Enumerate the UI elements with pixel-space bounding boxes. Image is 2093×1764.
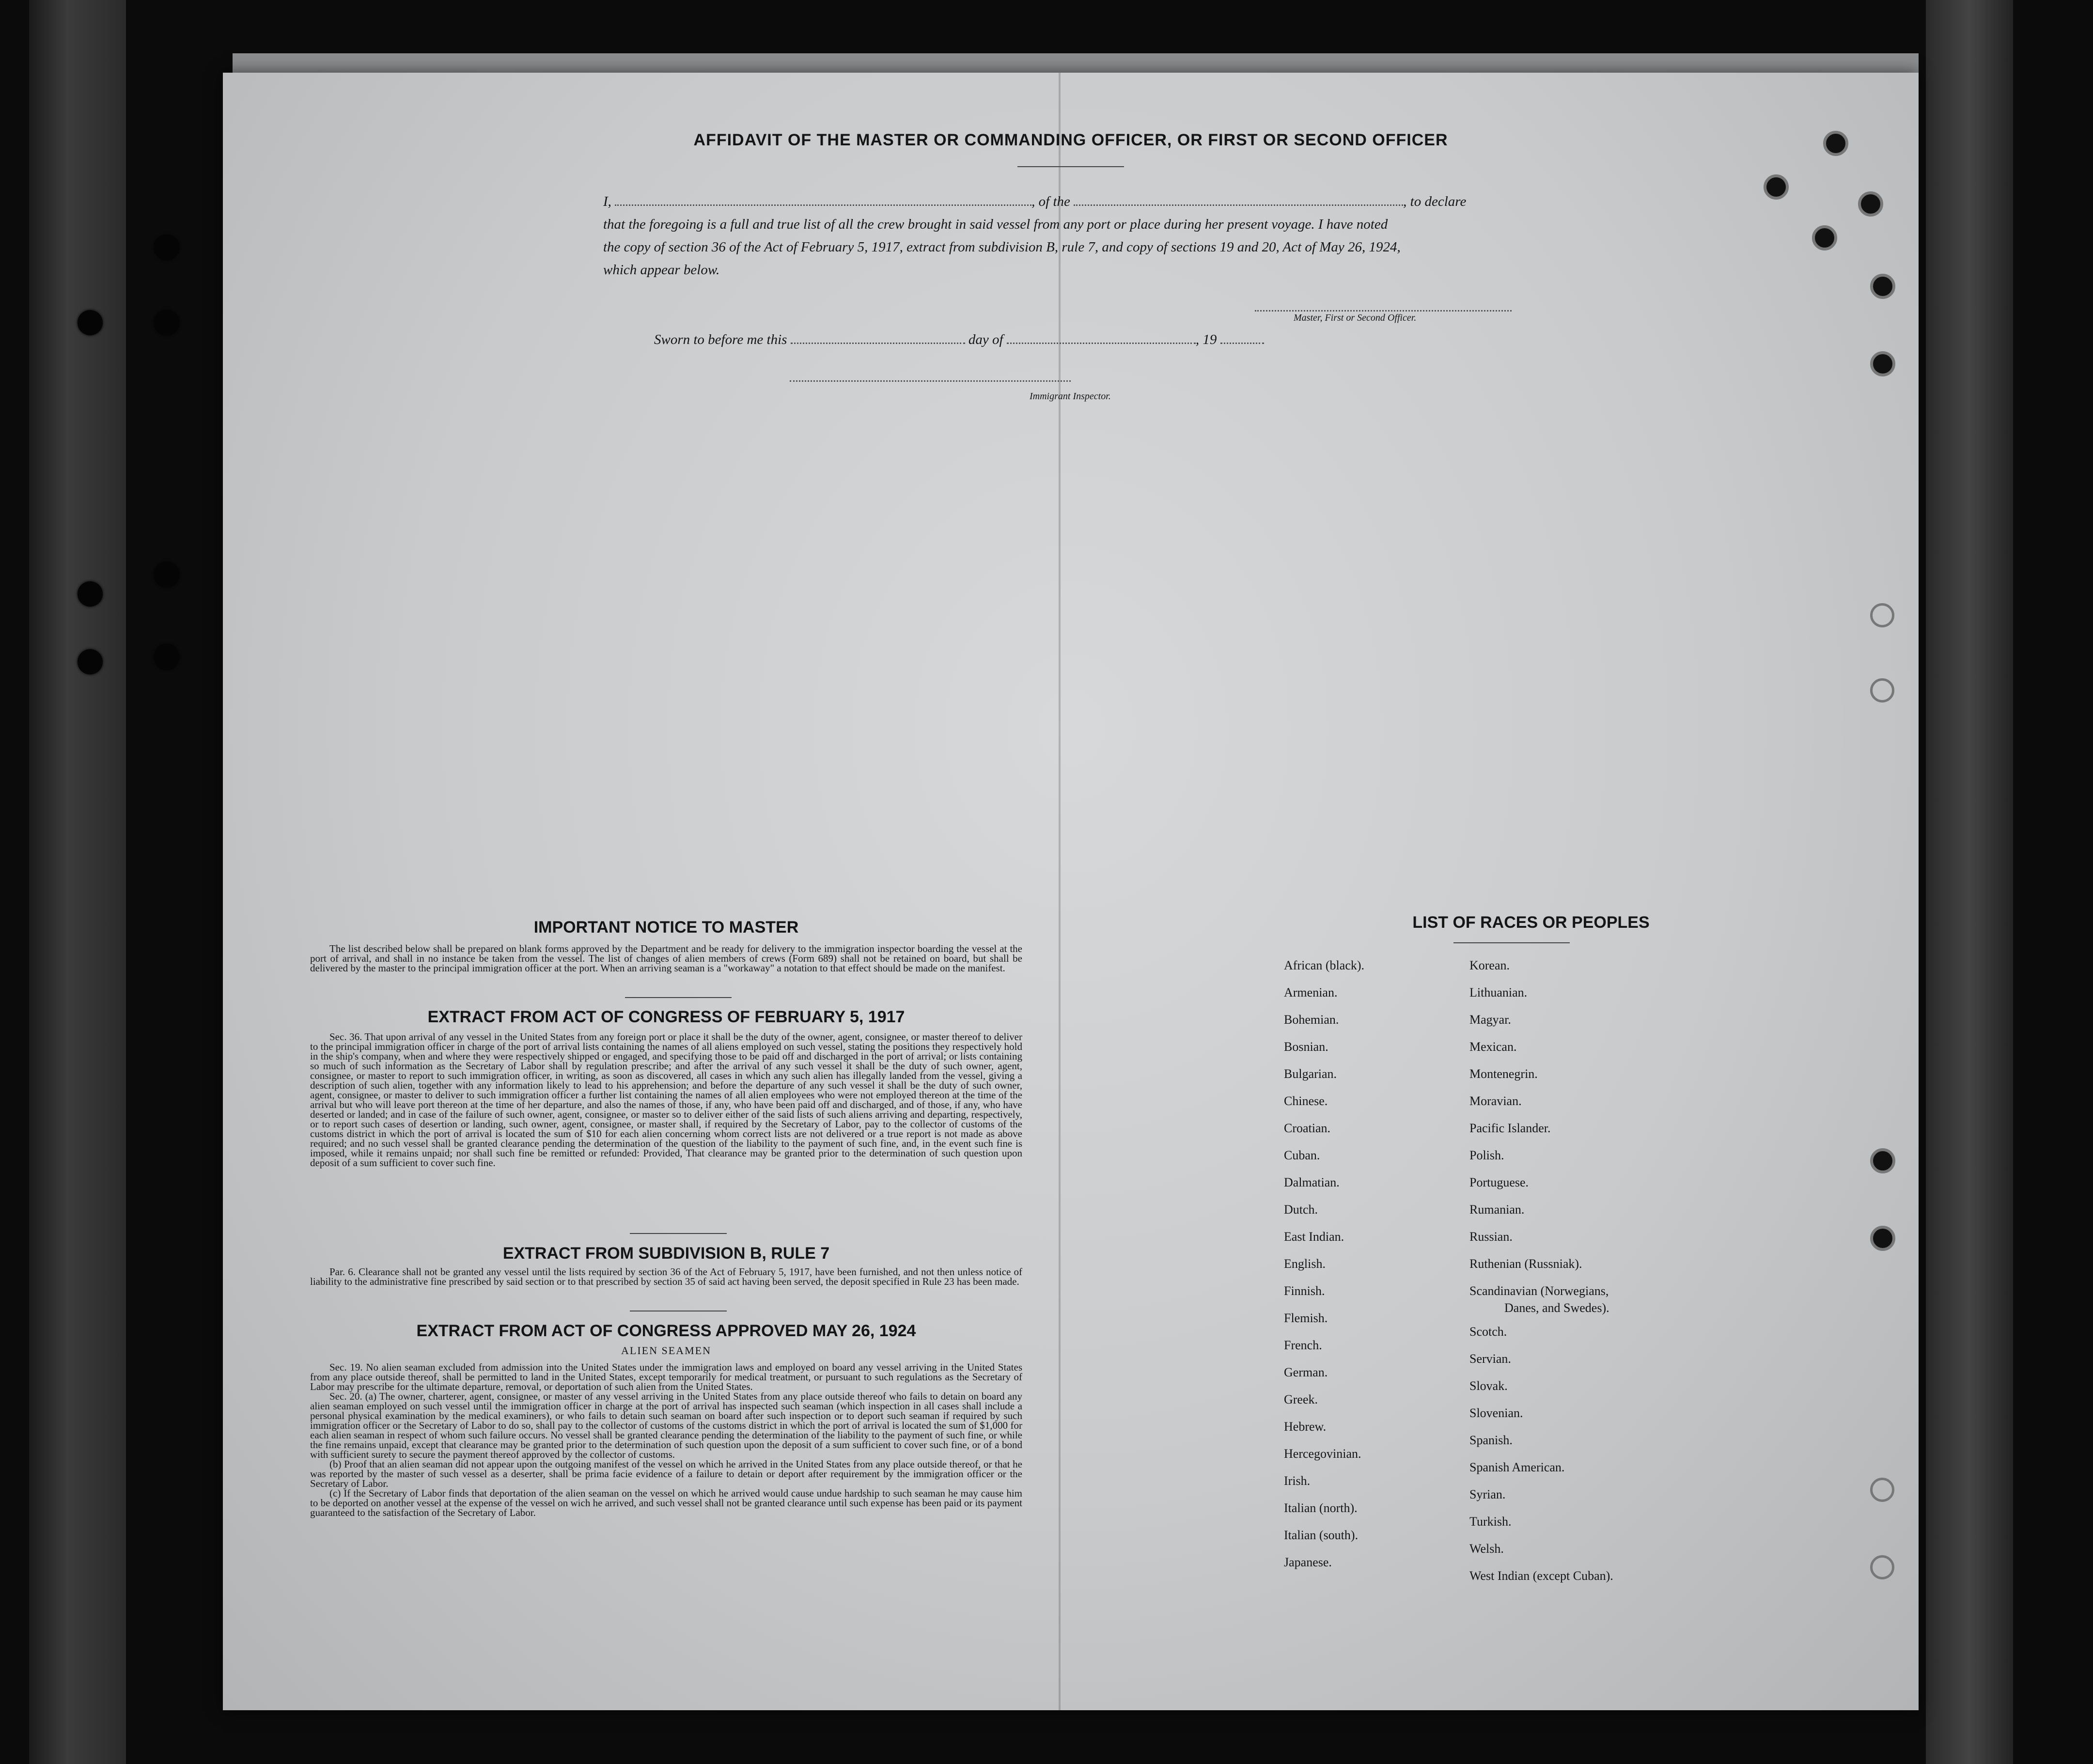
race-item: Armenian. [1284,985,1338,999]
scanner-strip-left [29,0,126,1764]
rule-7-title: EXTRACT FROM SUBDIVISION B, RULE 7 [502,1244,830,1263]
race-item: Italian (south). [1284,1528,1359,1542]
race-item: Bulgarian. [1284,1067,1337,1081]
races-rule [1453,942,1570,943]
race-item: Finnish. [1284,1284,1325,1298]
race-item: Montenegrin. [1469,1067,1538,1081]
inspector-signature-field[interactable] [790,375,1071,382]
race-item: Spanish. [1469,1433,1513,1447]
race-item: Flemish. [1284,1311,1328,1325]
film-hole [154,310,179,335]
sworn-month-field[interactable] [1007,338,1196,344]
sec-20a: Sec. 20. (a) The owner, charterer, agent, consignee, or master of any vessel arriving in the United States from any place outside thereof who fails to detain on board any alien seaman employed on such vessel until the immigration officer in charge at the port of arrival has inspected such seaman (which inspection in all cases shall include a personal physical examination by the medical examiners), or who fails to detain such seaman on board after such inspection or to deport such seaman if required by such immigration officer or the Secretary of Labor to do so, shall pay to the collector of customs of the customs district in which the port of arrival is located the sum of $1,000 for each alien seaman in respect of whom such failure occurs. No vessel shall be granted clearance pending the determination of the liability to the payment of such fine, or while the fine remains unpaid, except that clearance may be granted prior to the determination of such question upon the deposit of a sum sufficient to cover such fine, or of a bond with sufficient surety to secure the payment thereof approved by the collector of customs. [310,1390,1022,1460]
label-of-the: , of the [1031,194,1070,209]
act-1924-body [310,1362,1022,1517]
film-hole [154,644,179,670]
race-item: Dalmatian. [1284,1175,1340,1189]
punch-hole [1870,603,1894,627]
race-item: West Indian (except Cuban). [1469,1569,1613,1583]
act-1917-body: Sec. 36. That upon arrival of any vessel in the United States from any foreign port or place it shall be the duty of the owner, agent, consignee, or master thereof to deliver to the principal immigration officer in charge of the port of arrival lists containing the names of all aliens employed on such vessel, stating the positions they respectively hold in the ship's company, when and where they were respectively shipped or engaged, and specifying those to be paid off and discharged in the port of arrival; or lists containing so much of such information as the Secretary of Labor shall by regulation prescribe; and after the arrival of any such vessel it shall be the duty of such owner, agent, consignee, or master to report to such immigration officer, in writing, as soon as discovered, all cases in which any such alien has illegally landed from the vessel, giving a description of such alien, together with any information likely to lead to his apprehension; and before the departure of any such vessel it shall be the duty of such owner, agent, consignee, or master to deliver to such immigration officer a further list containing the names of all alien employees who were not employed thereon at the time of the arrival but who will leave port thereon at the time of her departure, and also the names of those, if any, who have been paid off and discharged, and of those, if any, who have deserted or landed; and in case of the failure of such owner, agent, consignee, or master so to deliver either of the said lists of such aliens arriving and departing, respectively, or to report such cases of desertion or landing, such owner, agent, consignee, or master shall, if required by the Secretary of Labor, pay to the collector of customs of the customs district in which the port of arrival is located the sum of $10 for each alien concerning whom correct lists are not delivered or a true report is not made as above required; and no such vessel shall be granted clearance pending the determination of the question of the liability to the payment of such fine, and, in the event such fine is imposed, while it remains unpaid; nor shall such fine be remitted or refunded: Provided, That clearance may be granted prior to the determination of such question upon deposit of a sum sufficient to cover such fine. [310,1031,1022,1169]
notice-title: IMPORTANT NOTICE TO MASTER [533,918,799,937]
sec-20b: (b) Proof that an alien seaman did not appear upon the outgoing manifest of the vessel on which he arrived in the United States from any place outside thereof, or that he was reported by the master of such vessel as a deserter, shall be prima facie evidence of a failure to detain or deport after requirement by the immigration officer or the Secretary of Labor. [310,1458,1022,1489]
center-fold [1059,73,1061,1710]
race-item: Hercegovinian. [1284,1447,1361,1461]
title-rule [1017,166,1124,167]
film-hole [78,581,103,607]
act-1924-subtitle: ALIEN SEAMEN [621,1344,711,1357]
master-signature-field[interactable] [1255,305,1512,312]
film-hole [78,649,103,674]
race-item: Greek. [1284,1392,1318,1406]
race-item: Syrian. [1469,1487,1506,1501]
film-hole [154,235,179,260]
race-item: Chinese. [1284,1094,1328,1108]
notice-rule [625,997,732,998]
race-item: Italian (north). [1284,1501,1358,1515]
affidavit-title: AFFIDAVIT OF THE MASTER OR COMMANDING OFFICER, OR FIRST OR SECOND OFFICER [693,131,1448,149]
race-item: Polish. [1469,1148,1504,1162]
affidavit-line-4: which appear below. [603,262,720,278]
race-item: Korean. [1469,958,1510,972]
punch-hole [1870,1478,1894,1502]
master-label: Master, First or Second Officer. [1294,312,1417,323]
race-item: Rumanian. [1469,1202,1525,1217]
race-item: Slovenian. [1469,1406,1523,1420]
races-title: LIST OF RACES OR PEOPLES [1412,913,1650,932]
race-item: Welsh. [1469,1542,1504,1556]
race-item: German. [1284,1365,1328,1379]
sec-20c: (c) If the Secretary of Labor finds that deportation of the alien seaman on the vessel on which he arrived would cause undue hardship to such seaman he may cause him to be deported on another vessel at the expense of the vessel on wich he arrived, and such vessel shall not be granted clearance until such expense has been paid or its payment guaranteed to the satisfaction of the Secretary of Labor. [310,1487,1022,1518]
race-item: Ruthenian (Russniak). [1469,1257,1582,1271]
film-hole [78,310,103,335]
scanner-strip-right [1926,0,2013,1764]
race-item: Cuban. [1284,1148,1320,1162]
race-item: Russian. [1469,1230,1513,1244]
race-item: Irish. [1284,1474,1311,1488]
label-i: I, [603,194,611,209]
sworn-year-field[interactable] [1220,338,1264,344]
race-item-scandinavian-cont: Danes, and Swedes). [1504,1301,1609,1315]
affidavit-line-3: the copy of section 36 of the Act of February 5, 1917, extract from subdivision B, rule 7, and copy of sections 19 and 20, Act of May 26, 1924, [603,239,1401,255]
notice-body: The list described below shall be prepared on blank forms approved by the Department and be ready for delivery to the immigration inspector boarding the vessel at the port of arrival, and shall in no instance be taken from the vessel. The list of changes of alien members of crews (Form 689) shall not be retained on board, but shall be delivered by the master to the principal immigration officer at the port. When an arriving seaman is a "workaway" a notation to that effect should be made on the manifest. [310,943,1022,974]
race-item: English. [1284,1257,1326,1271]
race-item: Mexican. [1469,1040,1517,1054]
race-item: East Indian. [1284,1230,1344,1244]
punch-hole [1870,678,1894,702]
race-item: Croatian. [1284,1121,1331,1135]
race-item: Scotch. [1469,1325,1507,1339]
punch-hole [1870,274,1895,299]
race-item: Japanese. [1284,1555,1332,1569]
sec-19: Sec. 19. No alien seaman excluded from admission into the United States under the immigration laws and employed on board any vessel arriving in the United States from any place outside thereof, shall be permitted to land in the United States, except temporarily for medical treatment, or pursuant to such regulations as the Secretary of Labor may prescribe for the ultimate departure, removal, or deportation of such alien from the United States. [310,1361,1022,1392]
affidavit-line-1 [603,194,1548,210]
race-item: French. [1284,1338,1322,1352]
sworn-line [654,332,1332,348]
race-item: African (black). [1284,958,1365,972]
race-item: Dutch. [1284,1202,1318,1217]
race-item: Moravian. [1469,1094,1522,1108]
race-item: Magyar. [1469,1013,1511,1027]
race-item: Spanish American. [1469,1460,1565,1474]
punch-hole [1870,1555,1894,1579]
affidavit-line-2: that the foregoing is a full and true list of all the crew brought in said vessel from any port or place during her present voyage. I have noted [603,217,1388,232]
inspector-signature-area [790,375,1071,384]
race-item: Lithuanian. [1469,985,1528,999]
film-hole [154,562,179,587]
punch-hole [1764,174,1789,200]
punch-hole [1812,225,1837,250]
race-item: Portuguese. [1469,1175,1529,1189]
race-item: Pacific Islander. [1469,1121,1551,1135]
label-declare: , to declare [1403,194,1467,209]
race-item: Scandinavian (Norwegians, [1469,1284,1609,1298]
sworn-prefix: Sworn to before me this [654,332,787,347]
punch-hole [1858,191,1883,217]
race-item: Turkish. [1469,1514,1512,1529]
punch-hole [1870,1226,1895,1251]
punch-hole [1870,351,1895,376]
race-item: Bohemian. [1284,1013,1339,1027]
vessel-field[interactable] [1074,200,1403,206]
act-1917-title: EXTRACT FROM ACT OF CONGRESS OF FEBRUARY 5, 1917 [427,1008,905,1026]
race-item: Bosnian. [1284,1040,1328,1054]
name-field[interactable] [615,200,1031,206]
race-item: Hebrew. [1284,1420,1327,1434]
sworn-year-label: , 19 [1195,332,1217,347]
race-item: Servian. [1469,1352,1511,1366]
act-1917-rule [630,1233,727,1234]
act-1924-title: EXTRACT FROM ACT OF CONGRESS APPROVED MAY 26, 1924 [416,1322,916,1340]
sworn-day-label: day of [968,332,1003,347]
inspector-label: Immigrant Inspector. [1030,391,1111,402]
race-item: Slovak. [1469,1379,1508,1393]
sworn-date-field[interactable] [791,338,965,344]
punch-hole [1870,1148,1895,1173]
punch-hole [1823,131,1848,156]
rule-7-body: Par. 6. Clearance shall not be granted any vessel until the lists required by section 36 of the Act of February 5, 1917, have been furnished, and not then unless notice of liability to the administrative fine prescribed by said section or to that prescribed by section 35 of said act having been served, the deposit specified in Rule 23 has been made. [310,1266,1022,1287]
